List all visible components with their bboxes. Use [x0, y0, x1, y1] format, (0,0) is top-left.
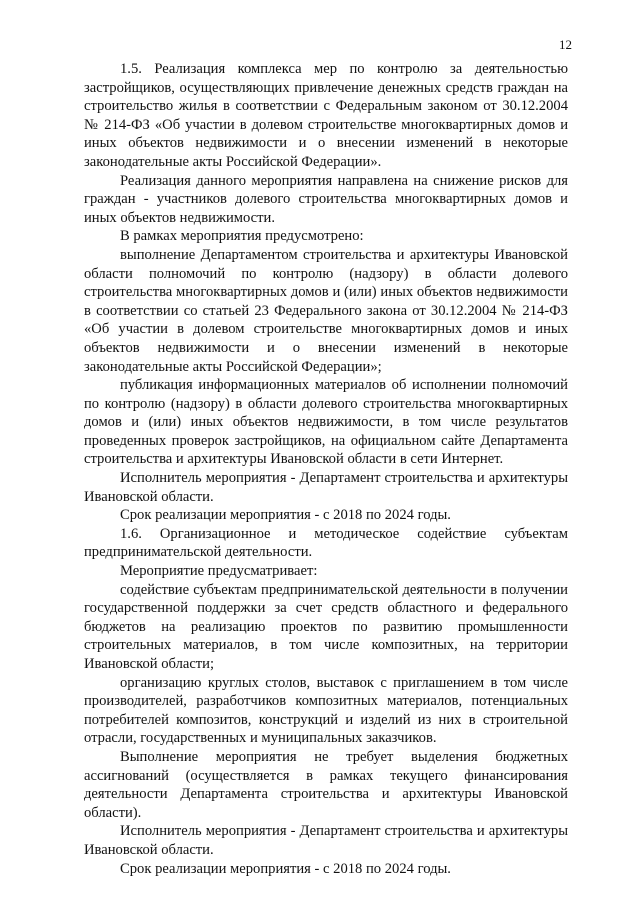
document-body — [84, 60, 568, 878]
paragraph-term-2: Срок реализации мероприятия - с 2018 по 2024 годы. — [120, 860, 451, 877]
paragraph-provision-publication: публикация информационных материалов об исполнении полномочий по контролю (надзору) в области долевого строительства многоквартирных домов и (или) иных объектов недвижимости, в том числе результатов проведенных проверок застройщиков, на официальном сайте Департамента строительства и архитектуры Ивановской области в сети Интернет. — [84, 377, 568, 468]
paragraph-purpose: Реализация данного мероприятия направлена на снижение рисков для граждан - участников долевого строительства многоквартирных домов и иных объектов недвижимости. — [84, 172, 568, 226]
paragraph-funding: Выполнение мероприятия не требует выделения бюджетных ассигнований (осуществляется в рамках текущего финансирования деятельности Департамента строительства и архитектуры Ивановской области). — [84, 748, 568, 821]
paragraph-executor-2: Исполнитель мероприятия - Департамент строительства и архитектуры Ивановской области. — [84, 823, 568, 858]
paragraph-term-1: Срок реализации мероприятия - с 2018 по 2024 годы. — [120, 507, 451, 524]
paragraph-measure-support: содействие субъектам предпринимательской деятельности в получении государственной поддержки за счет средств областного и федерального бюджетов на реализацию проектов по развитию промышленности строительных материалов, в том числе композитных, на территории Ивановской области; — [84, 581, 568, 672]
paragraph-measure-events: организацию круглых столов, выставок с приглашением в том числе производителей, разработчиков композитных материалов, потенциальных потребителей композитов, конструкций и изделий из них в строительной отрасли, государственных и муниципальных заказчиков. — [84, 674, 568, 747]
paragraph-provisions-intro: В рамках мероприятия предусмотрено: — [120, 228, 364, 245]
paragraph-measures-intro: Мероприятие предусматривает: — [120, 563, 318, 580]
paragraph-1-6-heading: 1.6. Организационное и методическое содействие субъектам предпринимательской деятельности. — [84, 525, 568, 561]
paragraph-provision-control: выполнение Департаментом строительства и архитектуры Ивановской области полномочий по контролю (надзору) в области долевого строительства многоквартирных домов и (или) иных объектов недвижимости в соответствии со статьей 23 Федерального закона от 30.12.2004 № 214-ФЗ «Об участии в долевом строительстве многоквартирных домов и иных объектов недвижимости и о внесении изменений в некоторые законодательные акты Российской Федерации»; — [84, 246, 568, 375]
page-number: 12 — [559, 37, 572, 52]
paragraph-executor-1: Исполнитель мероприятия - Департамент строительства и архитектуры Ивановской области. — [84, 470, 568, 505]
paragraph-1-5-heading: 1.5. Реализация комплекса мер по контролю за деятельностью застройщиков, осуществляющих привлечение денежных средств граждан на строительство жилья в соответствии с Федеральным законом от 30.12.2004 № 214-ФЗ «Об участии в долевом строительстве многоквартирных домов и иных объектов недвижимости и о внесении изменений в некоторые законодательные акты Российской Федерации». — [84, 61, 568, 170]
